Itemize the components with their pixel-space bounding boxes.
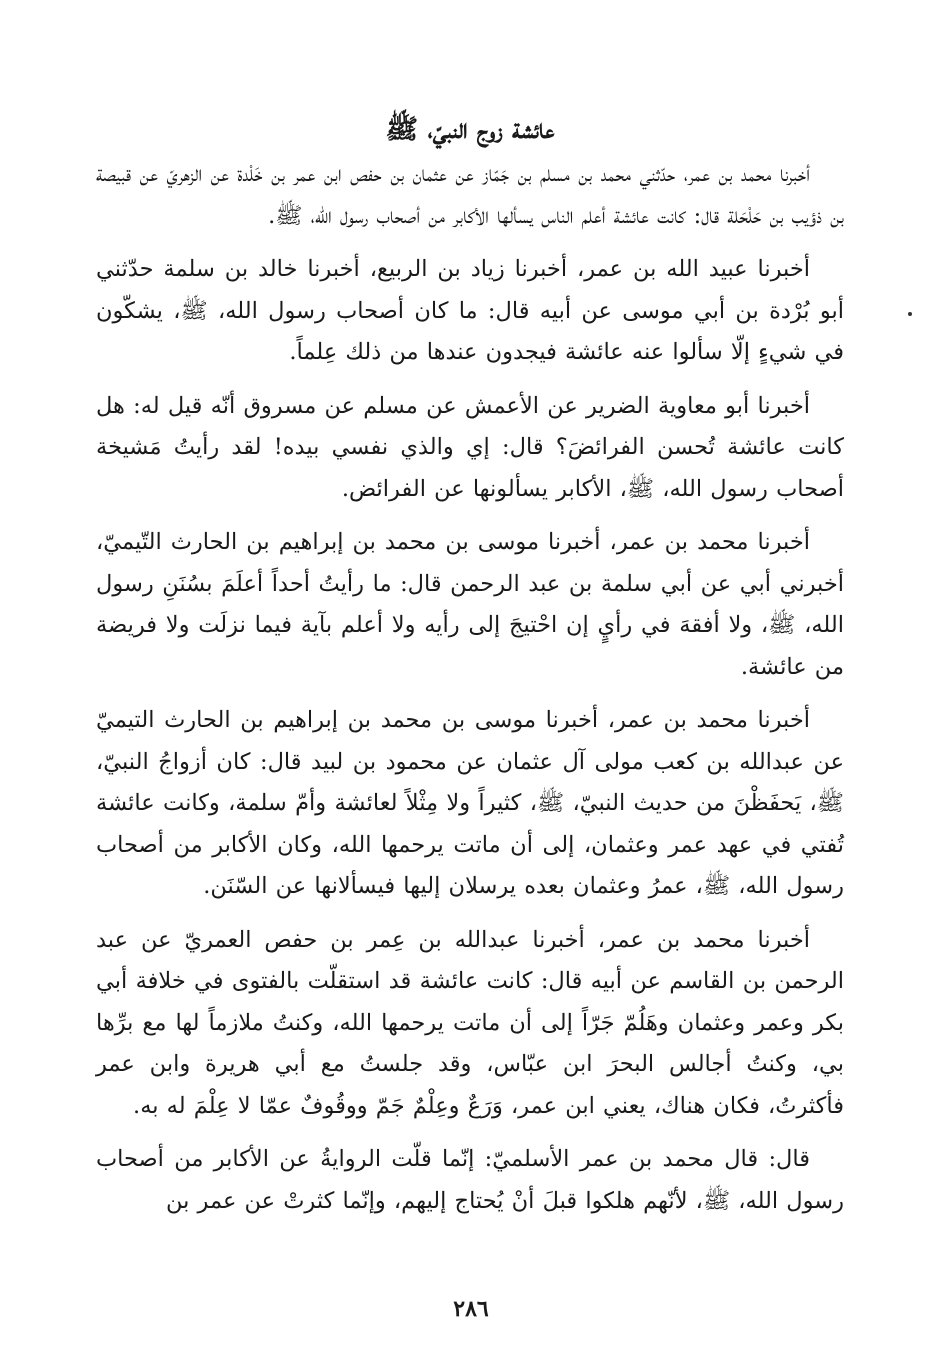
paragraph-1: أخبرنا محمد بن عمر، حدّثني محمد بن مسلم بن جَمّاز عن عثمان بن حفص ابن عمر بن خَلْدة عن الزهريّ عن قبيصة بن ذؤيب بن حَلْحَلة قال: كانت عائشة أعلم الناس يسألها الأكابر من أصحاب رسول الله، ﷺ. (96, 161, 844, 229)
paragraph-7: قال: قال محمد بن عمر الأسلميّ: إنّما قلّت الروايةُ عن الأكابر من أصحاب رسول الله، ﷺ، لأنّهم هلكوا قبلَ أنْ يُحتاج إليهم، وإنّما كثرتْ عن عمر بن (96, 1146, 844, 1214)
paragraph-6: أخبرنا محمد بن عمر، أخبرنا عبدالله بن عِمر بن حفص العمريّ عن عبد الرحمن بن القاسم عن أبيه قال: كانت عائشة قد استقلّت بالفتوى في خلافة أبي بكر وعمر وعثمان وهَلُمّ جَرّاً إلى أن ماتت يرحمها الله، وكنتُ ملازماً لها مع برِّها بي، وكنتُ أجالس البحرَ ابن عبّاس، وقد جلستُ مع أبي هريرة وابن عمر فأكثرتُ، فكان هناك، يعني ابن عمر، وَرَعٌ وعِلْمٌ جَمّ ووقُوفٌ عمّا لا عِلْمَ له به. (96, 926, 844, 1119)
margin-dot (908, 312, 912, 316)
page-body (96, 108, 844, 1234)
paragraph-5: أخبرنا محمد بن عمر، أخبرنا موسى بن محمد بن إبراهيم بن الحارث التيميّ عن عبدالله بن كعب مولى آل عثمان عن محمود بن لبيد قال: كان أزواجُ النبيّ، ﷺ، يَحفَظْنَ من حديث النبيّ، ﷺ، كثيراً ولا مِثْلاً لعائشة وأمّ سلمة، وكانت عائشة تُفتي في عهد عمر وعثمان، إلى أن ماتت يرحمها الله، وكان الأكابر من أصحاب رسول الله، ﷺ، عمرُ وعثمان بعده يرسلان إليها فيسألانها عن السّنَن. (96, 707, 844, 899)
paragraph-4: أخبرنا محمد بن عمر، أخبرنا موسى بن محمد بن إبراهيم بن الحارث التّيميّ، أخبرني أبي عن أبي سلمة بن عبد الرحمن قال: ما رأيتُ أحداً أعلَمَ بسُنَنِ رسول الله، ﷺ، ولا أفقهَ في رأيٍ إن احْتيجَ إلى رأيه ولا أعلم بآية فيما نزلَت ولا فريضة من عائشة. (96, 529, 844, 680)
page-title: عائشة زوج النبيّ، ﷺ (385, 114, 555, 145)
page-number: ٢٨٦ (453, 1296, 489, 1322)
paragraph-2: أخبرنا عبيد الله بن عمر، أخبرنا زياد بن الربيع، أخبرنا خالد بن سلمة حدّثني أبو بُرْدة بن أبي موسى عن أبيه قال: ما كان أصحاب رسول الله، ﷺ، يشكّون في شيءٍ إلّا سألوا عنه عائشة فيجدون عندها من ذلك عِلماً. (96, 256, 844, 365)
paragraph-3: أخبرنا أبو معاوية الضرير عن الأعمش عن مسلم عن مسروق أنّه قيل له: هل كانت عائشة تُحسن الفرائضَ؟ قال: إي والذي نفسي بيده! لقد رأيتُ مَشيخة أصحاب رسول الله، ﷺ، الأكابر يسألونها عن الفرائض. (96, 392, 844, 502)
